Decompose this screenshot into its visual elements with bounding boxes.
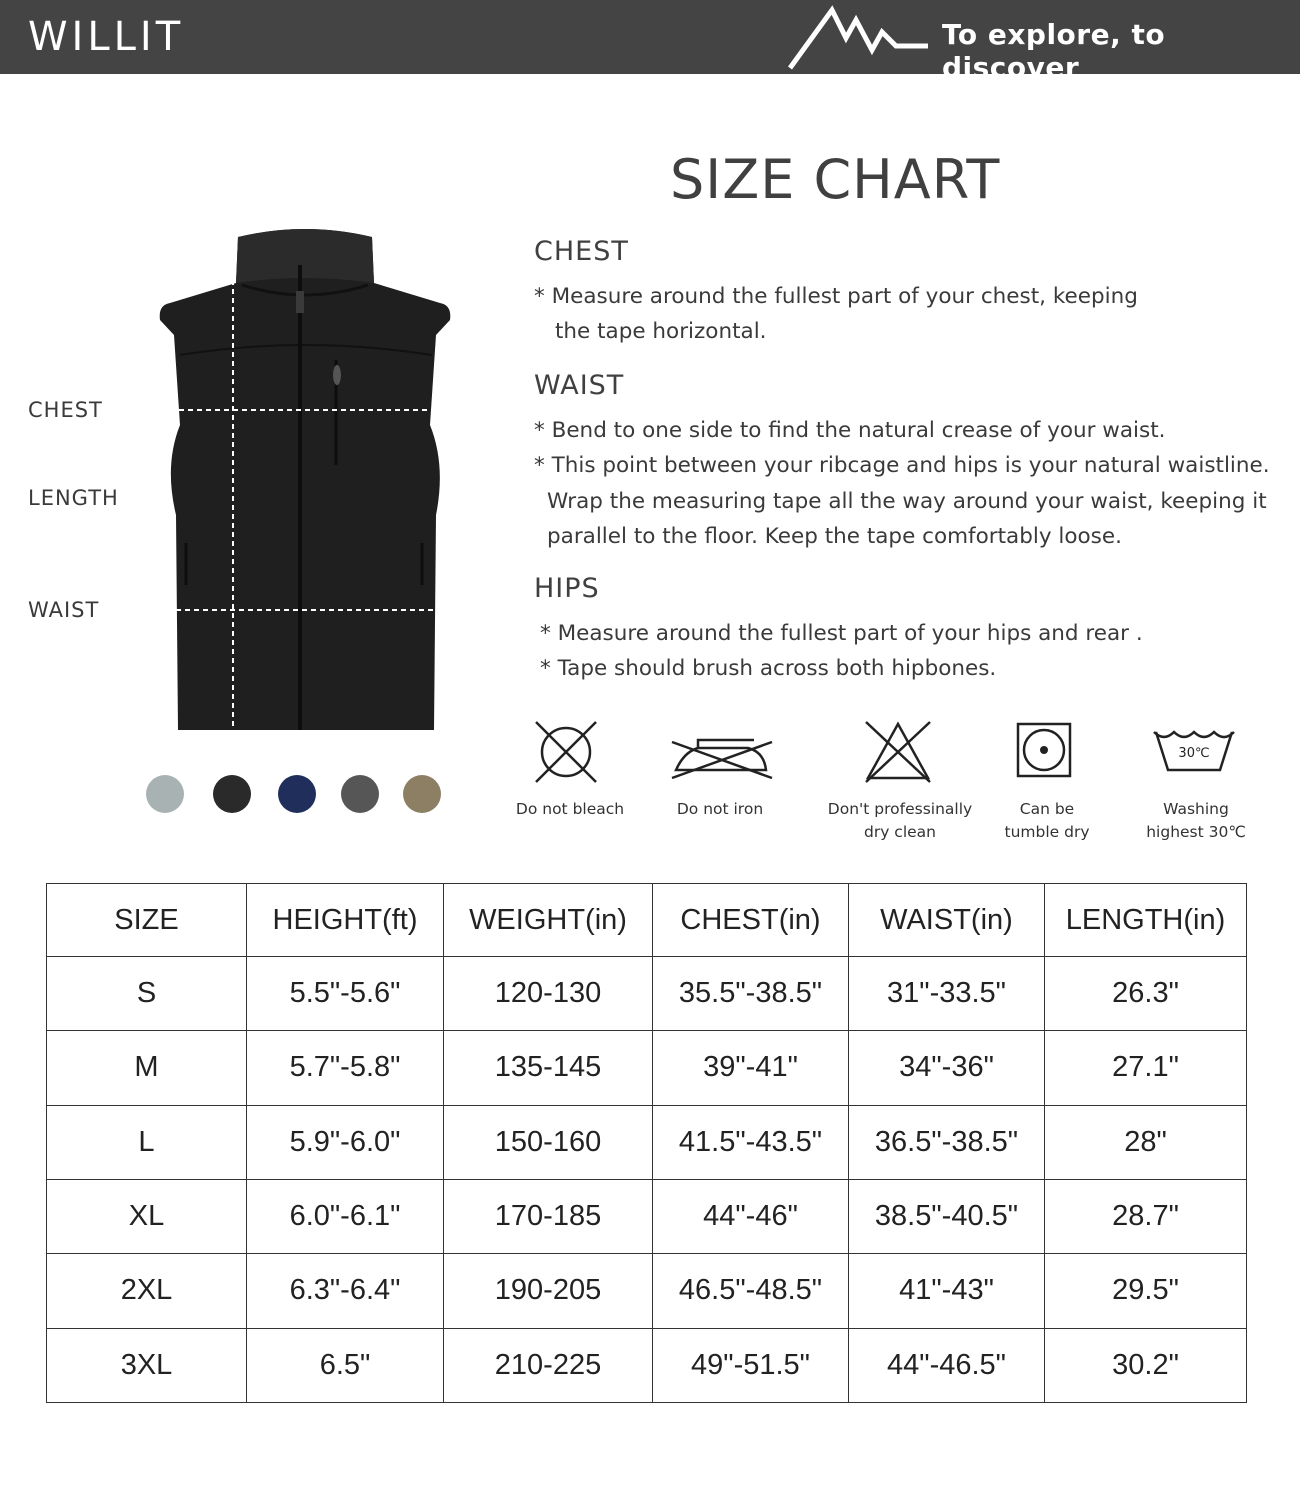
do-not-dry-clean-icon (862, 718, 934, 786)
care-label-bleach: Do not bleach (515, 800, 625, 818)
mountain-logo-icon (788, 2, 938, 70)
waist-cell: 41"-43" (849, 1254, 1045, 1328)
brand-logo: WILLIT (28, 14, 185, 60)
height-cell: 6.5" (247, 1328, 444, 1402)
weight-cell: 120-130 (444, 957, 653, 1031)
waist-line: * Bend to one side to find the natural crease of your waist. (534, 418, 1166, 443)
size-cell: S (47, 957, 247, 1031)
care-label-tumble-dry: Can be tumble dry (1004, 800, 1090, 841)
hips-line: * Tape should brush across both hipbones. (540, 656, 997, 681)
do-not-iron-icon (668, 718, 776, 786)
hips-heading: HIPS (534, 573, 600, 604)
size-table (46, 883, 1247, 1403)
length-cell: 26.3" (1045, 957, 1247, 1031)
color-swatch-navy[interactable] (278, 775, 316, 813)
waist-cell: 34"-36" (849, 1031, 1045, 1105)
waist-cell: 44"-46.5" (849, 1328, 1045, 1402)
chest-cell: 41.5"-43.5" (653, 1105, 849, 1179)
waist-cell: 31"-33.5" (849, 957, 1045, 1031)
care-label-wash: Washing highest 30℃ (1146, 800, 1246, 841)
table-row (47, 957, 1247, 1031)
vest-label-waist: WAIST (28, 598, 100, 622)
column-header: HEIGHT(ft) (247, 884, 444, 957)
size-cell: 3XL (47, 1328, 247, 1402)
chest-heading: CHEST (534, 236, 629, 267)
waist-cell: 36.5"-38.5" (849, 1105, 1045, 1179)
tagline: To explore, to discover (942, 18, 1166, 84)
header-bar (0, 0, 1300, 84)
column-header: WEIGHT(in) (444, 884, 653, 957)
weight-cell: 190-205 (444, 1254, 653, 1328)
chest-cell: 49"-51.5" (653, 1328, 849, 1402)
wash-30-icon (1152, 718, 1236, 778)
height-cell: 5.5"-5.6" (247, 957, 444, 1031)
length-cell: 28" (1045, 1105, 1247, 1179)
height-cell: 5.7"-5.8" (247, 1031, 444, 1105)
column-header: SIZE (47, 884, 247, 957)
table-header-row (47, 884, 1247, 957)
waist-line: * This point between your ribcage and hips is your natural waistline. (534, 453, 1270, 478)
chest-line: * Measure around the fullest part of your chest, keeping (534, 284, 1138, 309)
table-row (47, 1031, 1247, 1105)
column-header: WAIST(in) (849, 884, 1045, 957)
column-header: LENGTH(in) (1045, 884, 1247, 957)
table-row (47, 1328, 1247, 1402)
size-cell: 2XL (47, 1254, 247, 1328)
length-cell: 29.5" (1045, 1254, 1247, 1328)
waist-line: parallel to the floor. Keep the tape comfortably loose. (547, 524, 1122, 549)
size-cell: M (47, 1031, 247, 1105)
table-row (47, 1105, 1247, 1179)
wash-temperature-label: 30℃ (1178, 746, 1210, 761)
waist-line: Wrap the measuring tape all the way around your waist, keeping it (547, 489, 1267, 514)
height-cell: 5.9"-6.0" (247, 1105, 444, 1179)
weight-cell: 150-160 (444, 1105, 653, 1179)
care-label-iron: Do not iron (676, 800, 764, 818)
weight-cell: 135-145 (444, 1031, 653, 1105)
weight-cell: 170-185 (444, 1179, 653, 1253)
hips-line: * Measure around the fullest part of your hips and rear . (540, 621, 1143, 646)
table-row (47, 1254, 1247, 1328)
waist-cell: 38.5"-40.5" (849, 1179, 1045, 1253)
table-row (47, 1179, 1247, 1253)
chest-line: the tape horizontal. (555, 319, 767, 344)
color-swatch-gray[interactable] (146, 775, 184, 813)
tumble-dry-icon (1014, 718, 1076, 780)
care-label-dry-clean: Don't professinally dry clean (827, 800, 973, 841)
length-cell: 28.7" (1045, 1179, 1247, 1253)
chest-cell: 44"-46" (653, 1179, 849, 1253)
size-cell: L (47, 1105, 247, 1179)
height-cell: 6.0"-6.1" (247, 1179, 444, 1253)
vest-image (150, 225, 460, 737)
color-swatch-black[interactable] (213, 775, 251, 813)
size-cell: XL (47, 1179, 247, 1253)
color-swatch-charcoal[interactable] (341, 775, 379, 813)
vest-label-chest: CHEST (28, 398, 103, 422)
height-cell: 6.3"-6.4" (247, 1254, 444, 1328)
page-title: SIZE CHART (670, 148, 1001, 211)
length-cell: 30.2" (1045, 1328, 1247, 1402)
chest-cell: 46.5"-48.5" (653, 1254, 849, 1328)
column-header: CHEST(in) (653, 884, 849, 957)
chest-cell: 39"-41" (653, 1031, 849, 1105)
length-cell: 27.1" (1045, 1031, 1247, 1105)
color-swatch-khaki[interactable] (403, 775, 441, 813)
do-not-bleach-icon (530, 718, 602, 786)
waist-heading: WAIST (534, 370, 625, 401)
chest-cell: 35.5"-38.5" (653, 957, 849, 1031)
weight-cell: 210-225 (444, 1328, 653, 1402)
vest-label-length: LENGTH (28, 486, 119, 510)
